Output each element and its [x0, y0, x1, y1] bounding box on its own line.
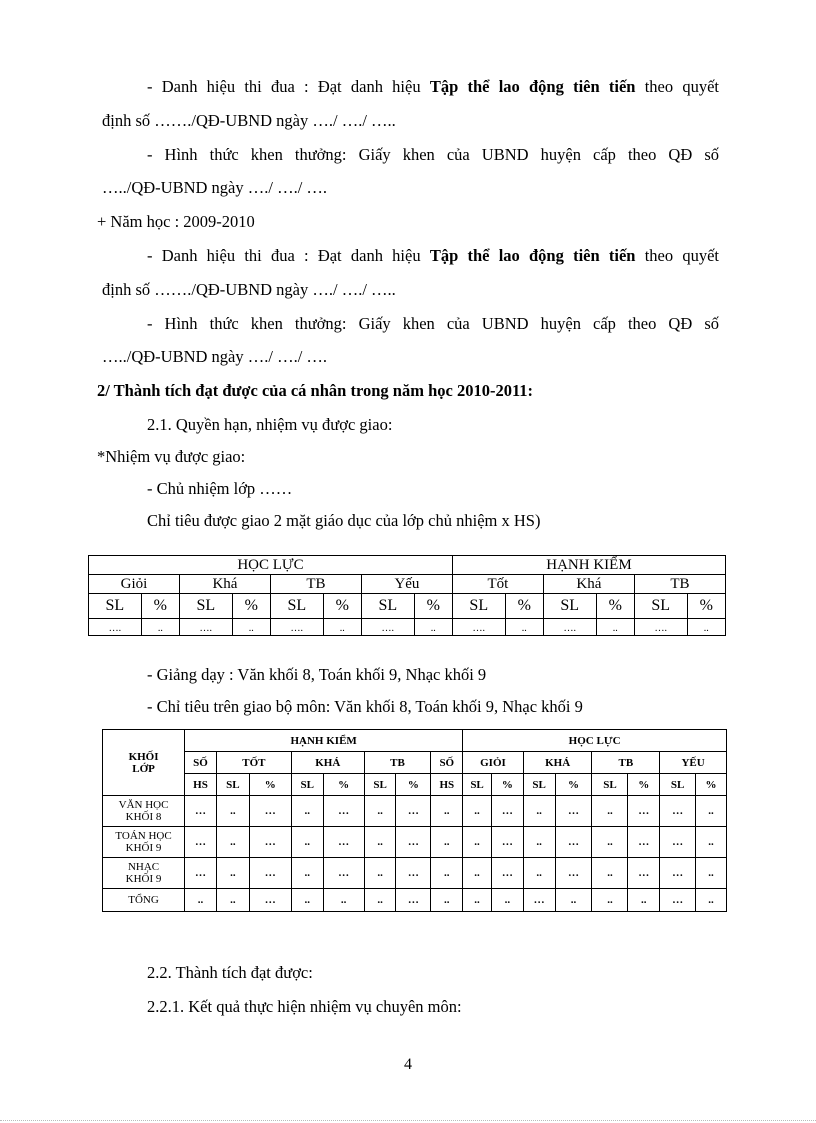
cell: … [491, 796, 523, 827]
row-label-toan-hoc: TOÁN HỌC KHỐI 9 [103, 827, 185, 858]
cell: … [628, 858, 660, 889]
cell: .. [463, 796, 492, 827]
hk-kha: KHÁ [291, 752, 364, 774]
cell: .. [431, 796, 463, 827]
pct-header: % [687, 594, 725, 619]
sl-header: SL [452, 594, 505, 619]
cat-gioi: Giỏi [89, 575, 180, 594]
hk-tb: TB [364, 752, 431, 774]
cell: .. [463, 889, 492, 912]
cell: … [523, 889, 555, 912]
award-title-2010-line1: - Danh hiệu thi đua : Đạt danh hiệu Tập thể lao động tiên tiến theo quyết [147, 77, 719, 96]
subsection-2-2-1: 2.2.1. Kết quả thực hiện nhiệm vụ chuyên môn: [147, 997, 462, 1016]
cell: .. [291, 827, 323, 858]
cell: .. [291, 889, 323, 912]
cell: … [660, 889, 696, 912]
cell: … [628, 796, 660, 827]
pct-header: % [555, 774, 592, 796]
sl-header: SL [463, 774, 492, 796]
cell: .. [364, 796, 396, 827]
khoi-lop-header: KHỐI LỚP [103, 730, 185, 796]
cell: .. [364, 827, 396, 858]
page-bottom-divider [0, 1120, 816, 1121]
cell: … [660, 858, 696, 889]
cell: .. [431, 889, 463, 912]
group-hoc-luc: HỌC LỰC [89, 556, 453, 575]
subsection-2-1: 2.1. Quyền hạn, nhiệm vụ được giao: [147, 415, 393, 434]
page-number: 4 [404, 1056, 412, 1073]
cell-placeholder: .. [414, 619, 452, 636]
pct-header: % [414, 594, 452, 619]
cell: .. [431, 858, 463, 889]
reward-decision-line2: …../QĐ-UBND ngày …./ …./ …. [102, 347, 328, 366]
cell: … [185, 796, 217, 827]
sl-header: SL [660, 774, 696, 796]
cell: .. [323, 889, 364, 912]
hl-gioi: GIỎI [463, 752, 524, 774]
sl-header: SL [543, 594, 596, 619]
cell: .. [696, 827, 727, 858]
subject-targets-table [102, 729, 727, 912]
sl-header: SL [291, 774, 323, 796]
cell-placeholder: …. [89, 619, 142, 636]
cat-tb: TB [270, 575, 361, 594]
cell: .. [523, 827, 555, 858]
cell-placeholder: .. [141, 619, 179, 636]
cell: .. [216, 827, 249, 858]
subject-target-line: - Chỉ tiêu trên giao bộ môn: Văn khối 8, Toán khối 9, Nhạc khối 9 [147, 697, 583, 716]
cell: … [555, 827, 592, 858]
cell: .. [463, 827, 492, 858]
group-hanh-kiem: HẠNH KIỂM [452, 556, 725, 575]
cell-placeholder: .. [687, 619, 725, 636]
decision-line-2: định số ……./QĐ-UBND ngày …./ …./ ….. [102, 280, 396, 299]
cell: .. [696, 796, 727, 827]
cell: … [396, 858, 431, 889]
cell: .. [291, 858, 323, 889]
pct-header: % [323, 774, 364, 796]
hoc-luc-group: HỌC LỰC [463, 730, 727, 752]
hl-tb: TB [592, 752, 660, 774]
pct-header: % [141, 594, 179, 619]
target-line: Chỉ tiêu được giao 2 mặt giáo dục của lớp chủ nhiệm x HS) [147, 511, 541, 530]
pct-header: % [505, 594, 543, 619]
hk-tot: TỐT [216, 752, 291, 774]
sl-header: SL [270, 594, 323, 619]
cell: .. [491, 889, 523, 912]
cell-placeholder: …. [452, 619, 505, 636]
decision-line-1: định số ……./QĐ-UBND ngày …./ …./ ….. [102, 111, 396, 130]
cell-placeholder: …. [179, 619, 232, 636]
cell: .. [592, 796, 628, 827]
reward-form-line1: - Hình thức khen thưởng: Giấy khen của UBND huyện cấp theo QĐ số [147, 145, 719, 164]
row-label-van-hoc: VĂN HỌC KHỐI 8 [103, 796, 185, 827]
cell: … [555, 858, 592, 889]
cell-placeholder: .. [232, 619, 270, 636]
cell: .. [364, 889, 396, 912]
cell: .. [555, 889, 592, 912]
cat-kha-hk: Khá [543, 575, 634, 594]
tasks-label: *Nhiệm vụ được giao: [97, 447, 246, 466]
cell: … [491, 858, 523, 889]
homeroom-targets-table [88, 555, 726, 636]
award-title-bold: Tập thể lao động tiên tiến [429, 77, 636, 96]
cell: .. [523, 858, 555, 889]
cat-tb-hk: TB [634, 575, 725, 594]
cell: … [323, 796, 364, 827]
sl-header: SL [361, 594, 414, 619]
sl-header: SL [634, 594, 687, 619]
cell: … [555, 796, 592, 827]
section-2-heading: 2/ Thành tích đạt được của cá nhân trong năm học 2010-2011: [97, 381, 534, 400]
hs-header-2: HS [431, 774, 463, 796]
pct-header: % [696, 774, 727, 796]
reward-form-line2: - Hình thức khen thưởng: Giấy khen của UBND huyện cấp theo QĐ số [147, 314, 719, 333]
school-year-heading: + Năm học : 2009-2010 [97, 212, 255, 231]
pct-header: % [396, 774, 431, 796]
cell: … [660, 796, 696, 827]
cell: .. [463, 858, 492, 889]
reward-decision-line1: …../QĐ-UBND ngày …./ …./ …. [102, 178, 328, 197]
cell: .. [185, 889, 217, 912]
cell: .. [523, 796, 555, 827]
sl-header: SL [216, 774, 249, 796]
table-row-total [103, 889, 727, 912]
pct-header: % [596, 594, 634, 619]
sl-header: SL [179, 594, 232, 619]
table-row [103, 796, 727, 827]
cell-placeholder: …. [634, 619, 687, 636]
cell-placeholder: .. [596, 619, 634, 636]
cell: .. [216, 796, 249, 827]
cell: .. [628, 889, 660, 912]
pct-header: % [491, 774, 523, 796]
cell: … [185, 858, 217, 889]
cell-placeholder: .. [323, 619, 361, 636]
hs-header: HS [185, 774, 217, 796]
pct-header: % [249, 774, 291, 796]
hanh-kiem-group: HẠNH KIỂM [185, 730, 463, 752]
cell: .. [291, 796, 323, 827]
cell: .. [216, 889, 249, 912]
cell: .. [364, 858, 396, 889]
cell-placeholder: …. [543, 619, 596, 636]
cell-placeholder: …. [270, 619, 323, 636]
award-title-2009-line1: - Danh hiệu thi đua : Đạt danh hiệu Tập thể lao động tiên tiến theo quyết [147, 246, 719, 265]
cell: … [491, 827, 523, 858]
so-header-2: SỐ [431, 752, 463, 774]
pct-header: % [232, 594, 270, 619]
cell: … [396, 889, 431, 912]
cell: … [323, 858, 364, 889]
cell: … [323, 827, 364, 858]
so-header: SỐ [185, 752, 217, 774]
pct-header: % [323, 594, 361, 619]
cell: .. [592, 889, 628, 912]
cell: … [396, 827, 431, 858]
sl-header: SL [89, 594, 142, 619]
cell: … [249, 796, 291, 827]
sl-header: SL [523, 774, 555, 796]
sl-header: SL [364, 774, 396, 796]
cell: … [249, 858, 291, 889]
cat-kha: Khá [179, 575, 270, 594]
table-row [103, 827, 727, 858]
cell: … [185, 827, 217, 858]
row-label-tong: TỔNG [103, 889, 185, 912]
hl-yeu: YẾU [660, 752, 727, 774]
cell: … [628, 827, 660, 858]
table-row [103, 858, 727, 889]
cell: .. [696, 889, 727, 912]
cell: .. [696, 858, 727, 889]
cat-yeu: Yếu [361, 575, 452, 594]
cell: .. [592, 858, 628, 889]
cell: … [660, 827, 696, 858]
cell: .. [431, 827, 463, 858]
homeroom-line: - Chủ nhiệm lớp …… [147, 479, 293, 498]
award-title-bold-2: Tập thể lao động tiên tiến [429, 246, 636, 265]
cell: … [249, 889, 291, 912]
cell: … [396, 796, 431, 827]
row-label-nhac: NHẠC KHỐI 9 [103, 858, 185, 889]
pct-header: % [628, 774, 660, 796]
cat-tot: Tốt [452, 575, 543, 594]
cell-placeholder: …. [361, 619, 414, 636]
subsection-2-2: 2.2. Thành tích đạt được: [147, 963, 313, 982]
sl-header: SL [592, 774, 628, 796]
teaching-line: - Giảng dạy : Văn khối 8, Toán khối 9, Nhạc khối 9 [147, 665, 487, 684]
hl-kha: KHÁ [523, 752, 592, 774]
cell-placeholder: .. [505, 619, 543, 636]
cell: … [249, 827, 291, 858]
cell: .. [592, 827, 628, 858]
cell: .. [216, 858, 249, 889]
